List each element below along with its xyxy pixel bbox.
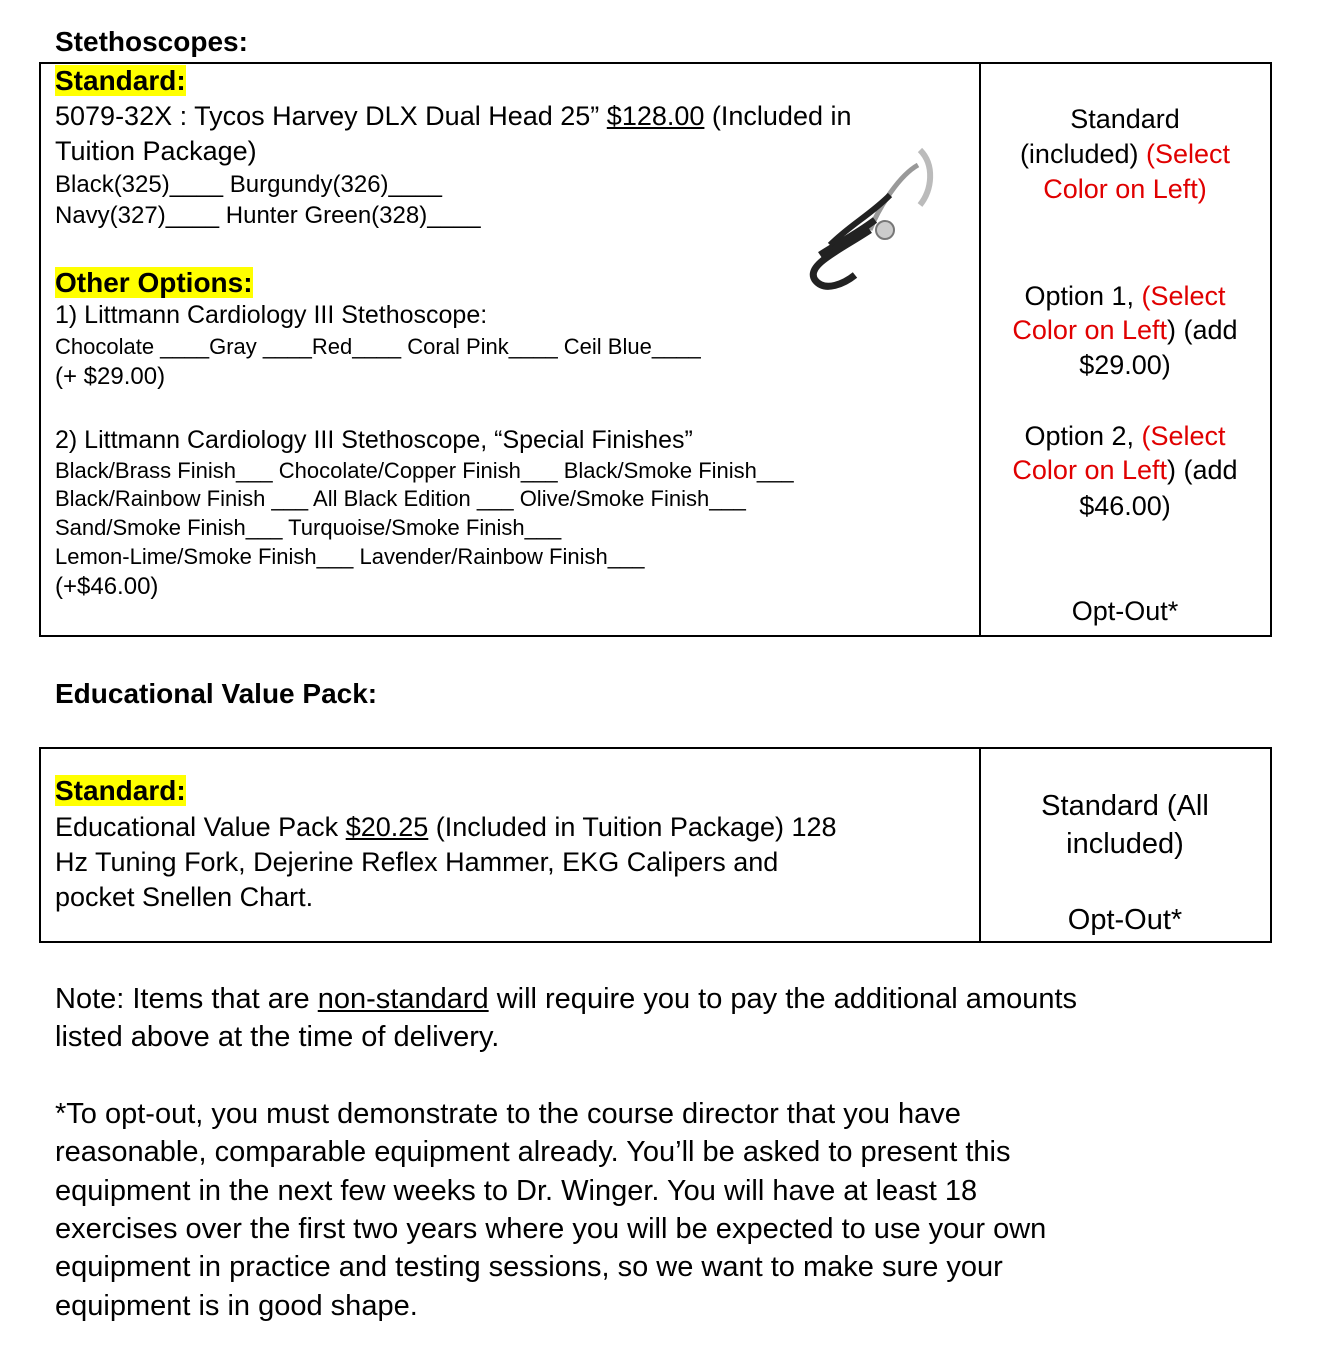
- value-pack-line1: Educational Value Pack $20.25 (Included in Tuition Package) 128: [55, 812, 837, 842]
- standard-label: Standard:: [55, 65, 186, 96]
- value-pack-right-1: Standard (All: [1041, 790, 1209, 822]
- right-option2-1: Option 2, (Select: [1024, 421, 1226, 451]
- optout-line-4: exercises over the first two years where you will be expected to use your own: [55, 1213, 1047, 1245]
- right-option2-2: Color on Left) (add: [1012, 455, 1238, 485]
- standard-colors-2: Navy(327)____ Hunter Green(328)____: [55, 202, 481, 229]
- right-option1-2: Color on Left) (add: [1012, 315, 1238, 345]
- option2-finishes-3: Sand/Smoke Finish___ Turquoise/Smoke Finish___: [55, 515, 562, 540]
- value-pack-price: $20.25: [345, 812, 429, 842]
- optout-line-5: equipment in practice and testing sessions, so we want to make sure your: [55, 1251, 1003, 1283]
- right-standard-3: Color on Left): [1043, 174, 1207, 204]
- optout-line-3: equipment in the next few weeks to Dr. Winger. You will have at least 18: [55, 1175, 978, 1207]
- value-pack-heading: Educational Value Pack:: [55, 678, 378, 709]
- option2-title: 2) Littmann Cardiology III Stethoscope, “Special Finishes”: [55, 426, 693, 454]
- optout-line-1: *To opt-out, you must demonstrate to the course director that you have: [55, 1098, 961, 1130]
- value-pack-line2: Hz Tuning Fork, Dejerine Reflex Hammer, EKG Calipers and: [55, 847, 779, 877]
- right-standard-1: Standard: [1070, 104, 1180, 134]
- right-option2-3: $46.00): [1079, 491, 1171, 521]
- standard-item-line2: Tuition Package): [55, 136, 257, 166]
- standard-price: $128.00: [606, 101, 705, 131]
- optout-line-6: equipment is in good shape.: [55, 1290, 418, 1322]
- note-line2: listed above at the time of delivery.: [55, 1021, 500, 1053]
- right-option1-3: $29.00): [1079, 350, 1171, 380]
- right-option1-1: Option 1, (Select: [1024, 281, 1226, 311]
- option1-colors: Chocolate ____Gray ____Red____ Coral Pink____ Ceil Blue____: [55, 334, 701, 359]
- note-line1: Note: Items that are non-standard will require you to pay the additional amounts: [55, 983, 1078, 1015]
- option2-finishes-1: Black/Brass Finish___ Chocolate/Copper Finish___ Black/Smoke Finish___: [55, 458, 794, 483]
- option2-price: (+$46.00): [55, 573, 159, 600]
- option1-title: 1) Littmann Cardiology III Stethoscope:: [55, 301, 488, 329]
- right-standard-2: (included) (Select: [1019, 139, 1231, 169]
- option2-finishes-4: Lemon-Lime/Smoke Finish___ Lavender/Rainbow Finish___: [55, 544, 645, 569]
- option1-price: (+ $29.00): [55, 363, 166, 390]
- standard-item-line: 5079-32X : Tycos Harvey DLX Dual Head 25” $128.00 (Included in: [55, 101, 852, 131]
- other-options-label: Other Options:: [55, 267, 253, 298]
- value-pack-right-2: included): [1066, 828, 1184, 860]
- optout-line-2: reasonable, comparable equipment already. You’ll be asked to present this: [55, 1136, 1011, 1168]
- standard-colors-1: Black(325)____ Burgundy(326)____: [55, 171, 442, 198]
- value-pack-standard-label: Standard:: [55, 775, 186, 806]
- value-pack-optout: Opt-Out*: [1067, 904, 1183, 936]
- right-optout: Opt-Out*: [1071, 596, 1179, 626]
- stethoscope-image: [800, 135, 940, 290]
- option2-finishes-2: Black/Rainbow Finish ___ All Black Edition ___ Olive/Smoke Finish___: [55, 486, 746, 511]
- stethoscopes-heading: Stethoscopes:: [55, 26, 248, 57]
- value-pack-line3: pocket Snellen Chart.: [55, 882, 314, 912]
